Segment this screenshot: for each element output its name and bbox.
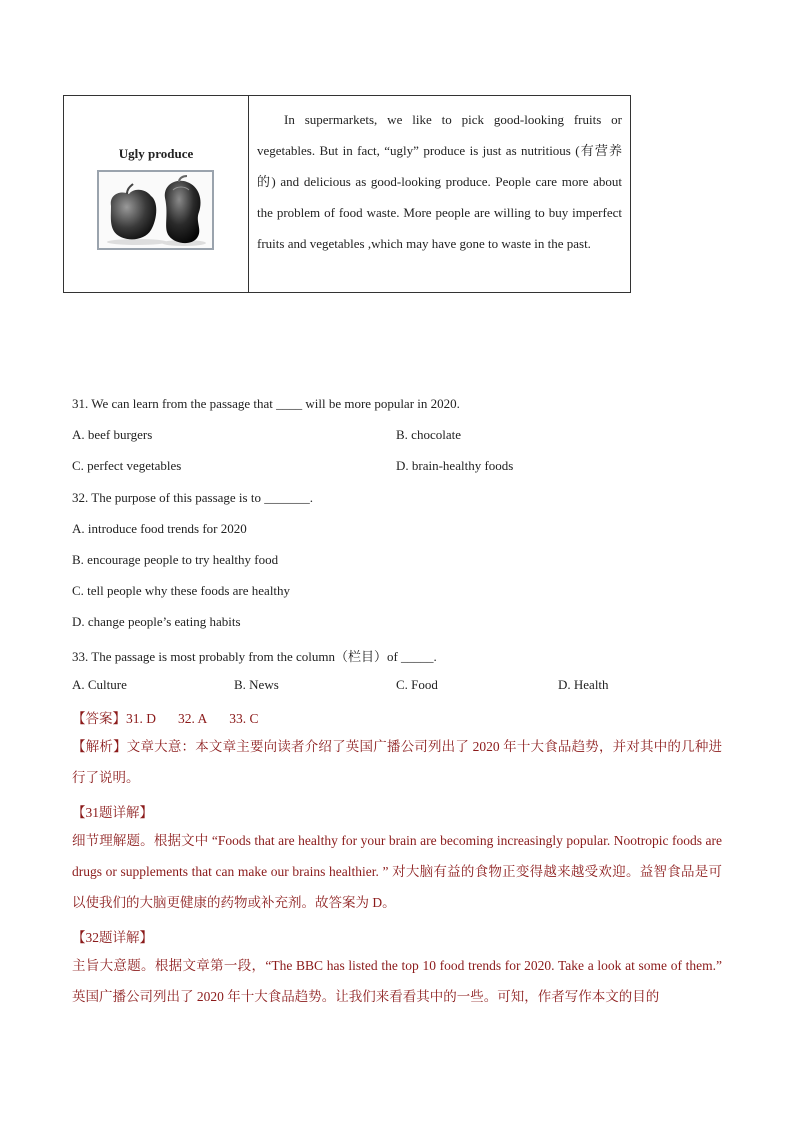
passage-text: In supermarkets, we like to pick good-looking fruits or vegetables. But in fact, “ugly” produce is just as nutritious (有营养的) and delicious as good-looking produce. People care more about the problem of food waste. More people are willing to buy imperfect fruits and vegetables ,which may have gone to waste in the past. [257, 112, 622, 251]
analysis-text: 文章大意：本文章主要向读者介绍了英国广播公司列出了 2020 年十大食品趋势，并对其中的几种进行了说明。 [72, 739, 723, 785]
question-33-stem: 33. The passage is most probably from the column（栏目）of _____. [72, 649, 437, 664]
analysis-block [72, 731, 722, 793]
passage-title-cell [64, 96, 249, 292]
detail-31-label: 【31题详解】 [72, 805, 153, 820]
q31-option-c: C. perfect vegetables [72, 458, 182, 473]
q32-option-d: D. change people’s eating habits [72, 614, 241, 629]
answer-33: 33. C [229, 711, 259, 726]
q33-option-c: C. Food [396, 677, 438, 692]
q32-option-a: A. introduce food trends for 2020 [72, 521, 247, 536]
passage-text-cell [249, 96, 630, 292]
ugly-produce-image [97, 170, 214, 250]
q32-option-c: C. tell people why these foods are healthy [72, 583, 291, 598]
passage-title: Ugly produce [118, 146, 194, 161]
produce-illustration [99, 172, 212, 248]
analysis-label: 【解析】 [72, 739, 127, 754]
answer-label: 【答案】 [72, 711, 126, 726]
answer-32: 32. A [178, 711, 208, 726]
detail-32-label: 【32题详解】 [72, 930, 153, 945]
detail-31-text: 细节理解题。根据文中 “Foods that are healthy for your brain are becoming increasingly popular. Nootropic foods are drugs or supplements that can make our brains healthier. ” 对大脑有益的食物正变得越来越受欢迎。益智食品是可以使我们的大脑更健康的药物或补充剂。故答案为 D。 [72, 833, 722, 910]
q31-option-a: A. beef burgers [72, 427, 153, 442]
q31-option-d: D. brain-healthy foods [396, 458, 514, 473]
answer-line [72, 707, 259, 727]
answer-31: 31. D [126, 711, 156, 726]
q33-option-a: A. Culture [72, 677, 127, 692]
q31-option-b: B. chocolate [396, 427, 461, 442]
detail-32-text: 主旨大意题。根据文章第一段，“The BBC has listed the top 10 food trends for 2020. Take a look at some of them.” 英国广播公司列出了 2020 年十大食品趋势。让我们来看看其中的一些。可知，作者写作本文的目的 [72, 958, 722, 1004]
q33-option-b: B. News [234, 677, 279, 692]
question-32-stem: 32. The purpose of this passage is to _______. [72, 490, 313, 505]
q33-option-d: D. Health [558, 677, 609, 692]
passage-table [63, 95, 631, 293]
q32-option-b: B. encourage people to try healthy food [72, 552, 279, 567]
question-31-stem: 31. We can learn from the passage that ____ will be more popular in 2020. [72, 396, 460, 411]
